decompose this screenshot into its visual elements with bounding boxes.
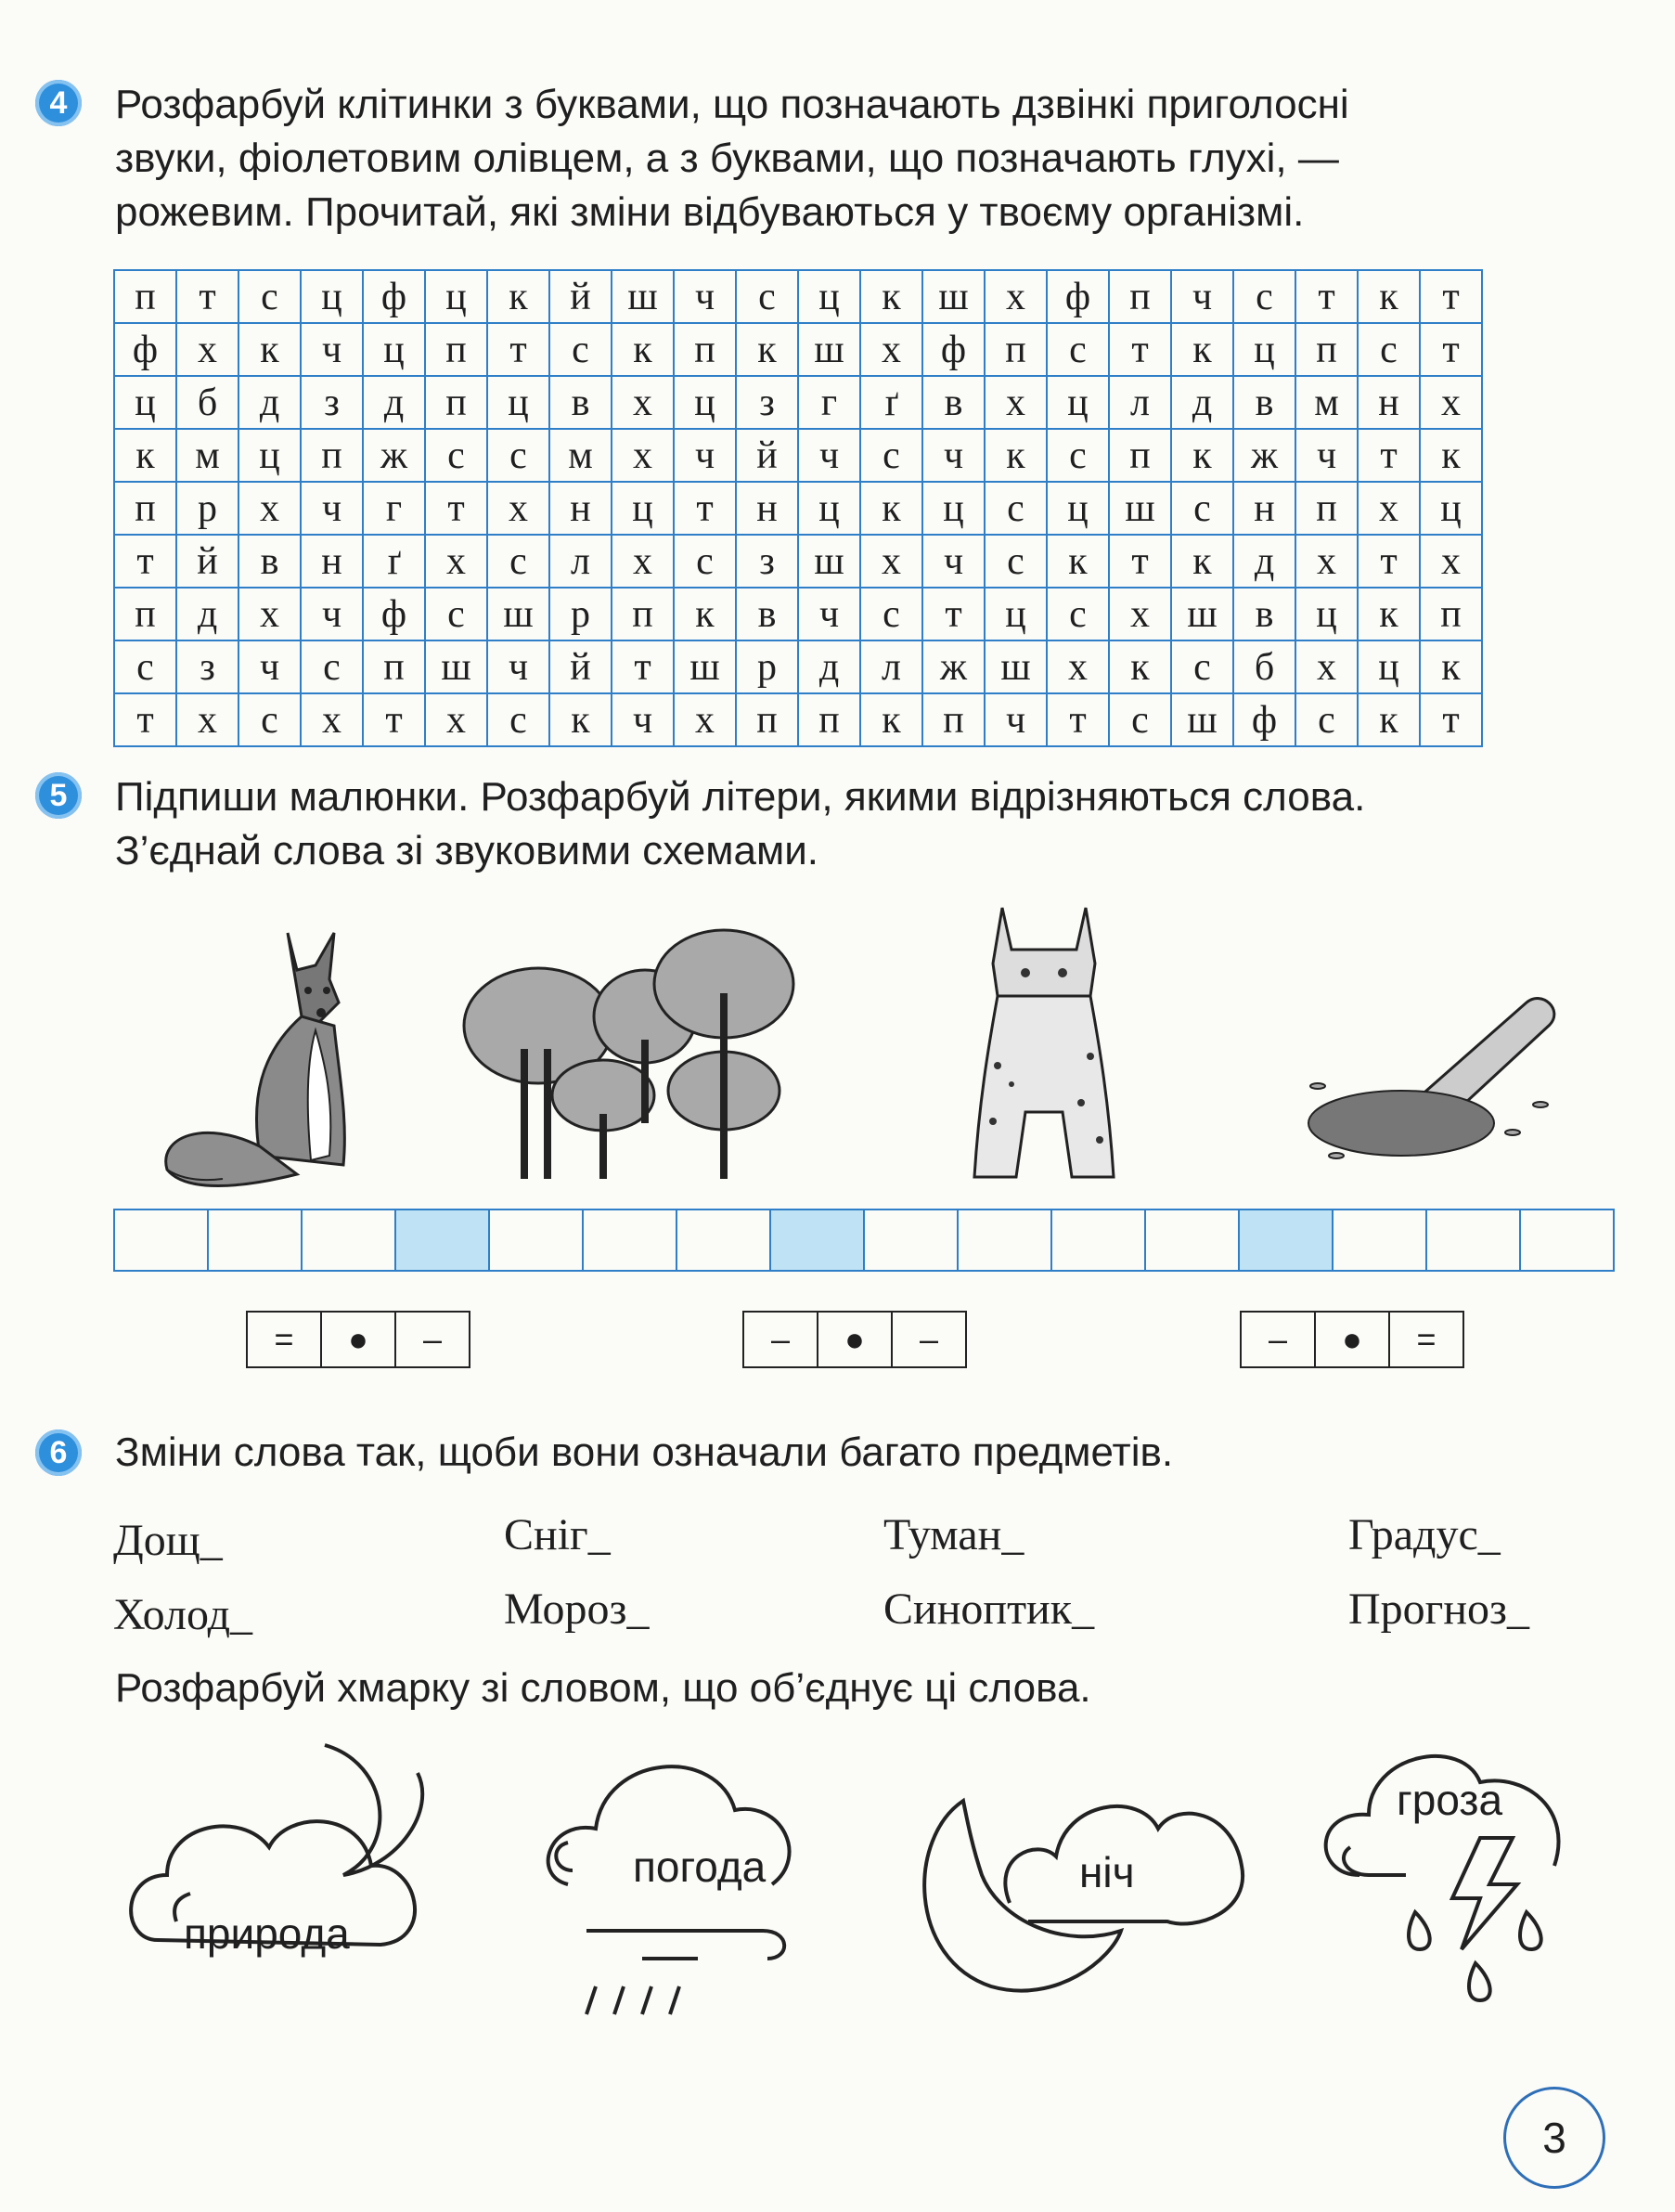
grid-cell[interactable]: с — [985, 482, 1047, 535]
grid-cell[interactable]: с — [985, 535, 1047, 588]
grid-cell[interactable]: п — [363, 640, 425, 693]
grid-cell[interactable]: п — [1109, 270, 1171, 323]
grid-cell[interactable]: ц — [1233, 323, 1295, 376]
grid-cell[interactable]: т — [1358, 535, 1420, 588]
grid-cell[interactable]: т — [1420, 270, 1482, 323]
grid-cell[interactable]: й — [549, 270, 612, 323]
grid-cell[interactable]: с — [736, 270, 798, 323]
word-5: Холод_ — [113, 1590, 252, 1639]
grid-cell[interactable]: ф — [363, 588, 425, 640]
grid-cell[interactable]: к — [1171, 535, 1233, 588]
grid-cell[interactable]: ц — [1295, 588, 1358, 640]
grid-cell[interactable]: ш — [922, 270, 985, 323]
task-5-badge: 5 — [35, 772, 82, 819]
grid-cell[interactable]: д — [238, 376, 301, 429]
letter-box[interactable] — [1052, 1210, 1146, 1270]
grid-cell[interactable]: с — [238, 270, 301, 323]
grid-cell[interactable]: т — [1109, 323, 1171, 376]
grid-cell[interactable]: н — [1358, 376, 1420, 429]
grid-cell[interactable]: к — [1358, 693, 1420, 746]
letter-box[interactable] — [865, 1210, 959, 1270]
task-4-text — [115, 78, 1349, 239]
task-4-line-2: звуки, фіолетовим олівцем, а з буквами, що позначають глухі, — — [115, 136, 1339, 181]
grid-cell[interactable]: н — [549, 482, 612, 535]
lynx-icon — [960, 899, 1127, 1186]
grid-cell[interactable]: с — [860, 588, 922, 640]
grid-cell[interactable]: м — [1295, 376, 1358, 429]
grid-cell[interactable]: к — [238, 323, 301, 376]
grid-cell[interactable]: с — [549, 323, 612, 376]
grid-row — [114, 429, 1482, 482]
grid-cell[interactable]: х — [238, 588, 301, 640]
task-5-text — [115, 770, 1365, 878]
grid-cell[interactable]: ф — [922, 323, 985, 376]
grid-cell[interactable]: ч — [301, 482, 363, 535]
grid-cell[interactable]: х — [985, 270, 1047, 323]
grid-cell[interactable]: т — [425, 482, 487, 535]
grid-cell[interactable]: х — [1295, 640, 1358, 693]
grid-cell[interactable]: к — [985, 429, 1047, 482]
grid-cell[interactable]: х — [238, 482, 301, 535]
grid-cell[interactable]: р — [736, 640, 798, 693]
grid-cell[interactable]: х — [985, 376, 1047, 429]
grid-row — [114, 376, 1482, 429]
grid-row — [114, 270, 1482, 323]
scheme-cell: – — [744, 1313, 818, 1366]
grid-cell[interactable]: д — [1171, 376, 1233, 429]
grid-cell[interactable]: п — [1295, 323, 1358, 376]
grid-cell[interactable]: п — [301, 429, 363, 482]
grid-row — [114, 323, 1482, 376]
grid-cell[interactable]: ш — [798, 323, 860, 376]
grid-cell[interactable]: в — [1233, 588, 1295, 640]
grid-cell[interactable]: п — [985, 323, 1047, 376]
grid-cell[interactable]: ш — [1109, 482, 1171, 535]
grid-cell[interactable]: ц — [363, 323, 425, 376]
grid-cell[interactable]: к — [1420, 640, 1482, 693]
grid-cell[interactable]: л — [860, 640, 922, 693]
grid-cell[interactable]: с — [1295, 693, 1358, 746]
grid-cell[interactable]: т — [363, 693, 425, 746]
grid-cell[interactable]: ч — [1295, 429, 1358, 482]
grid-row — [114, 535, 1482, 588]
grid-cell[interactable]: ч — [798, 429, 860, 482]
grid-cell[interactable]: с — [1047, 323, 1109, 376]
grid-cell[interactable]: т — [922, 588, 985, 640]
letter-grid — [113, 269, 1483, 747]
grid-cell[interactable]: л — [549, 535, 612, 588]
grid-cell[interactable]: ц — [1047, 482, 1109, 535]
grid-cell[interactable]: ч — [674, 429, 736, 482]
grid-cell[interactable]: б — [1233, 640, 1295, 693]
task-5-line-1: Підпиши малюнки. Розфарбуй літери, якими відрізняються слова. — [115, 774, 1366, 820]
scheme-cell: – — [422, 1320, 443, 1358]
grid-cell[interactable]: х — [1358, 482, 1420, 535]
grid-cell[interactable]: ш — [798, 535, 860, 588]
scheme-cell: = — [1416, 1320, 1437, 1358]
grid-cell[interactable]: з — [301, 376, 363, 429]
grid-cell[interactable]: п — [798, 693, 860, 746]
grid-cell[interactable]: й — [176, 535, 238, 588]
word-2: Сніг_ — [504, 1510, 611, 1559]
grid-cell[interactable]: т — [1295, 270, 1358, 323]
grid-cell[interactable]: н — [736, 482, 798, 535]
grid-cell[interactable]: д — [798, 640, 860, 693]
letter-box[interactable] — [959, 1210, 1052, 1270]
grid-cell[interactable]: ц — [985, 588, 1047, 640]
cloud-label-3[interactable]: ніч — [1079, 1848, 1135, 1896]
grid-cell[interactable]: з — [176, 640, 238, 693]
grid-cell[interactable]: ц — [1358, 640, 1420, 693]
grid-cell[interactable]: х — [674, 693, 736, 746]
grid-cell[interactable]: с — [1171, 482, 1233, 535]
task-6-instruction-2: Розфарбуй хмарку зі словом, що об’єднує ці слова. — [115, 1665, 1091, 1711]
grid-cell[interactable]: ч — [798, 588, 860, 640]
grid-cell[interactable]: ш — [1171, 693, 1233, 746]
letter-box[interactable] — [1334, 1210, 1427, 1270]
grid-cell[interactable]: с — [1233, 270, 1295, 323]
letter-box[interactable] — [1521, 1210, 1613, 1270]
grid-cell[interactable]: т — [1420, 693, 1482, 746]
grid-cell[interactable]: ч — [1171, 270, 1233, 323]
word-8: Прогноз_ — [1348, 1585, 1529, 1634]
grid-cell[interactable]: п — [1109, 429, 1171, 482]
grid-cell[interactable]: к — [1171, 429, 1233, 482]
grid-cell[interactable]: м — [549, 429, 612, 482]
letter-box[interactable] — [677, 1210, 771, 1270]
grid-cell[interactable]: ч — [301, 588, 363, 640]
grid-cell[interactable]: с — [425, 588, 487, 640]
grid-cell[interactable]: ш — [487, 588, 549, 640]
grid-cell[interactable]: ч — [238, 640, 301, 693]
grid-cell[interactable]: ц — [1047, 376, 1109, 429]
grid-cell[interactable]: т — [487, 323, 549, 376]
grid-cell[interactable]: р — [176, 482, 238, 535]
grid-cell[interactable]: с — [487, 429, 549, 482]
grid-cell[interactable]: д — [363, 376, 425, 429]
grid-cell[interactable]: х — [425, 693, 487, 746]
grid-cell[interactable]: п — [114, 588, 176, 640]
grid-cell[interactable]: р — [549, 588, 612, 640]
grid-cell[interactable]: з — [736, 376, 798, 429]
letter-box-separator — [771, 1210, 865, 1270]
letter-box-separator — [396, 1210, 490, 1270]
grid-cell[interactable]: к — [860, 482, 922, 535]
grid-cell[interactable]: л — [1109, 376, 1171, 429]
word-7: Синоптик_ — [883, 1585, 1095, 1634]
grid-cell[interactable]: с — [1358, 323, 1420, 376]
grid-cell[interactable]: ч — [922, 429, 985, 482]
grid-cell[interactable]: ц — [301, 270, 363, 323]
grid-cell[interactable]: х — [1420, 376, 1482, 429]
grid-cell[interactable]: п — [425, 323, 487, 376]
letter-box[interactable] — [303, 1210, 396, 1270]
grid-cell[interactable]: х — [176, 693, 238, 746]
grid-cell[interactable]: ц — [487, 376, 549, 429]
letter-box[interactable] — [209, 1210, 303, 1270]
grid-cell[interactable]: з — [736, 535, 798, 588]
letter-box[interactable] — [1146, 1210, 1240, 1270]
grid-cell[interactable]: к — [736, 323, 798, 376]
letter-box[interactable] — [1427, 1210, 1521, 1270]
grid-cell[interactable]: ц — [114, 376, 176, 429]
grid-cell[interactable]: ф — [1047, 270, 1109, 323]
grid-cell[interactable]: к — [487, 270, 549, 323]
scheme-cell: ● — [1316, 1313, 1390, 1366]
fox-icon — [148, 914, 390, 1193]
grid-cell[interactable]: н — [1233, 482, 1295, 535]
grid-cell[interactable]: с — [301, 640, 363, 693]
grid-cell[interactable]: ц — [674, 376, 736, 429]
grid-cell[interactable]: к — [114, 429, 176, 482]
grid-cell[interactable]: х — [860, 535, 922, 588]
grid-cell[interactable]: к — [1358, 588, 1420, 640]
grid-cell[interactable]: м — [176, 429, 238, 482]
grid-cell[interactable]: ш — [674, 640, 736, 693]
grid-cell[interactable]: к — [674, 588, 736, 640]
grid-cell[interactable]: в — [736, 588, 798, 640]
cloud-label-2[interactable]: погода — [633, 1843, 767, 1891]
task-4-line-3: рожевим. Прочитай, які зміни відбуваються у твоєму організмі. — [115, 189, 1305, 235]
word-4: Градус_ — [1348, 1510, 1501, 1559]
grid-cell[interactable]: ж — [922, 640, 985, 693]
grid-cell[interactable]: ф — [114, 323, 176, 376]
task-6-badge: 6 — [35, 1429, 82, 1476]
grid-cell[interactable]: к — [1420, 429, 1482, 482]
grid-cell[interactable]: п — [425, 376, 487, 429]
grid-cell[interactable]: ж — [1233, 429, 1295, 482]
scheme-cell: ● — [322, 1313, 396, 1366]
grid-cell[interactable]: х — [176, 323, 238, 376]
grid-cell[interactable]: с — [487, 535, 549, 588]
letter-box[interactable] — [490, 1210, 584, 1270]
letter-boxes — [113, 1209, 1615, 1272]
grid-cell[interactable]: с — [114, 640, 176, 693]
grid-cell[interactable]: т — [612, 640, 674, 693]
grid-cell[interactable]: ч — [674, 270, 736, 323]
grid-cell[interactable]: с — [1047, 429, 1109, 482]
word-3: Туман_ — [883, 1510, 1024, 1559]
grid-row — [114, 640, 1482, 693]
grid-cell[interactable]: ц — [238, 429, 301, 482]
page-number: 3 — [1503, 2087, 1605, 2189]
grid-cell[interactable]: п — [736, 693, 798, 746]
grid-cell[interactable]: д — [176, 588, 238, 640]
grid-cell[interactable]: т — [1358, 429, 1420, 482]
grid-cell[interactable]: х — [301, 693, 363, 746]
seeds-icon — [1299, 984, 1578, 1170]
scheme-cell: – — [919, 1320, 939, 1358]
grid-cell[interactable]: х — [1109, 588, 1171, 640]
grid-cell[interactable]: в — [1233, 376, 1295, 429]
grid-cell[interactable]: х — [425, 535, 487, 588]
grid-cell[interactable]: п — [674, 323, 736, 376]
grid-cell[interactable]: т — [1109, 535, 1171, 588]
grid-cell[interactable]: в — [549, 376, 612, 429]
grid-cell[interactable]: в — [238, 535, 301, 588]
cloud-night-icon — [898, 1773, 1251, 2014]
grid-cell[interactable]: т — [176, 270, 238, 323]
grid-cell[interactable]: т — [114, 535, 176, 588]
letter-box[interactable] — [115, 1210, 209, 1270]
scheme-cell: ● — [818, 1313, 893, 1366]
grid-cell[interactable]: в — [922, 376, 985, 429]
letter-box[interactable] — [584, 1210, 677, 1270]
grid-cell[interactable]: ґ — [860, 376, 922, 429]
task-6-instruction: Зміни слова так, щоби вони означали багато предметів. — [115, 1429, 1174, 1475]
grid-cell[interactable]: п — [612, 588, 674, 640]
grid-cell[interactable]: с — [487, 693, 549, 746]
grid-cell[interactable]: х — [860, 323, 922, 376]
grid-cell[interactable]: п — [1420, 588, 1482, 640]
grid-cell[interactable]: ц — [1420, 482, 1482, 535]
grid-cell[interactable]: к — [1358, 270, 1420, 323]
grid-cell[interactable]: ц — [798, 482, 860, 535]
grid-cell[interactable]: п — [114, 482, 176, 535]
grid-cell[interactable]: к — [1109, 640, 1171, 693]
grid-cell[interactable]: х — [487, 482, 549, 535]
grid-cell[interactable]: х — [612, 376, 674, 429]
grid-cell[interactable]: с — [238, 693, 301, 746]
grid-cell[interactable]: с — [1047, 588, 1109, 640]
grid-cell[interactable]: с — [674, 535, 736, 588]
task-5-line-2: З’єднай слова зі звуковими схемами. — [115, 828, 818, 873]
grid-cell[interactable]: ч — [487, 640, 549, 693]
grid-cell[interactable]: т — [1420, 323, 1482, 376]
grid-cell[interactable]: к — [612, 323, 674, 376]
grid-cell[interactable]: ц — [922, 482, 985, 535]
sound-scheme-2[interactable] — [742, 1311, 967, 1368]
grid-cell[interactable]: ц — [612, 482, 674, 535]
grid-row — [114, 588, 1482, 640]
grid-cell[interactable]: д — [1233, 535, 1295, 588]
grid-cell[interactable]: г — [798, 376, 860, 429]
grid-cell[interactable]: ж — [363, 429, 425, 482]
grid-cell[interactable]: к — [860, 270, 922, 323]
grid-row — [114, 693, 1482, 746]
grid-cell[interactable]: ч — [985, 693, 1047, 746]
letter-box-separator — [1240, 1210, 1334, 1270]
scheme-cell: – — [1242, 1313, 1316, 1366]
grid-cell[interactable]: к — [549, 693, 612, 746]
grid-cell[interactable]: х — [1047, 640, 1109, 693]
cloud-label-1[interactable]: природа — [184, 1909, 350, 1958]
scheme-cell: = — [248, 1313, 322, 1366]
trees-icon — [459, 928, 812, 1188]
word-1: Дощ_ — [113, 1516, 223, 1565]
grid-cell[interactable]: к — [1171, 323, 1233, 376]
sound-scheme-3[interactable] — [1240, 1311, 1464, 1368]
grid-cell[interactable]: с — [1171, 640, 1233, 693]
grid-cell[interactable]: г — [363, 482, 425, 535]
grid-cell[interactable]: п — [114, 270, 176, 323]
grid-cell[interactable]: п — [922, 693, 985, 746]
grid-cell[interactable]: ш — [985, 640, 1047, 693]
task-4-line-1: Розфарбуй клітинки з буквами, що позначають дзвінкі приголосні — [115, 82, 1349, 127]
grid-cell[interactable]: б — [176, 376, 238, 429]
cloud-label-4[interactable]: гроза — [1397, 1776, 1503, 1824]
grid-cell[interactable]: й — [549, 640, 612, 693]
grid-cell[interactable]: т — [1047, 693, 1109, 746]
grid-cell[interactable]: н — [301, 535, 363, 588]
grid-cell[interactable]: к — [860, 693, 922, 746]
grid-cell[interactable]: х — [1420, 535, 1482, 588]
grid-cell[interactable]: х — [612, 535, 674, 588]
grid-cell[interactable]: ч — [612, 693, 674, 746]
grid-cell[interactable]: ф — [1233, 693, 1295, 746]
task-4-badge: 4 — [35, 80, 82, 126]
grid-cell[interactable]: ф — [363, 270, 425, 323]
grid-cell[interactable]: ш — [425, 640, 487, 693]
grid-cell[interactable]: ш — [1171, 588, 1233, 640]
grid-cell[interactable]: т — [114, 693, 176, 746]
grid-cell[interactable]: п — [1295, 482, 1358, 535]
word-6: Мороз_ — [504, 1585, 650, 1634]
grid-cell[interactable]: х — [1295, 535, 1358, 588]
grid-cell[interactable]: й — [736, 429, 798, 482]
grid-cell[interactable]: х — [612, 429, 674, 482]
grid-cell[interactable]: к — [1047, 535, 1109, 588]
grid-cell[interactable]: ц — [425, 270, 487, 323]
grid-cell[interactable]: с — [1109, 693, 1171, 746]
grid-row — [114, 482, 1482, 535]
grid-cell[interactable]: ш — [612, 270, 674, 323]
grid-cell[interactable]: ч — [922, 535, 985, 588]
grid-cell[interactable]: т — [674, 482, 736, 535]
grid-cell[interactable]: с — [425, 429, 487, 482]
grid-cell[interactable]: ц — [798, 270, 860, 323]
grid-cell[interactable]: ґ — [363, 535, 425, 588]
grid-cell[interactable]: с — [860, 429, 922, 482]
sound-scheme-1[interactable] — [246, 1311, 470, 1368]
grid-cell[interactable]: ч — [301, 323, 363, 376]
